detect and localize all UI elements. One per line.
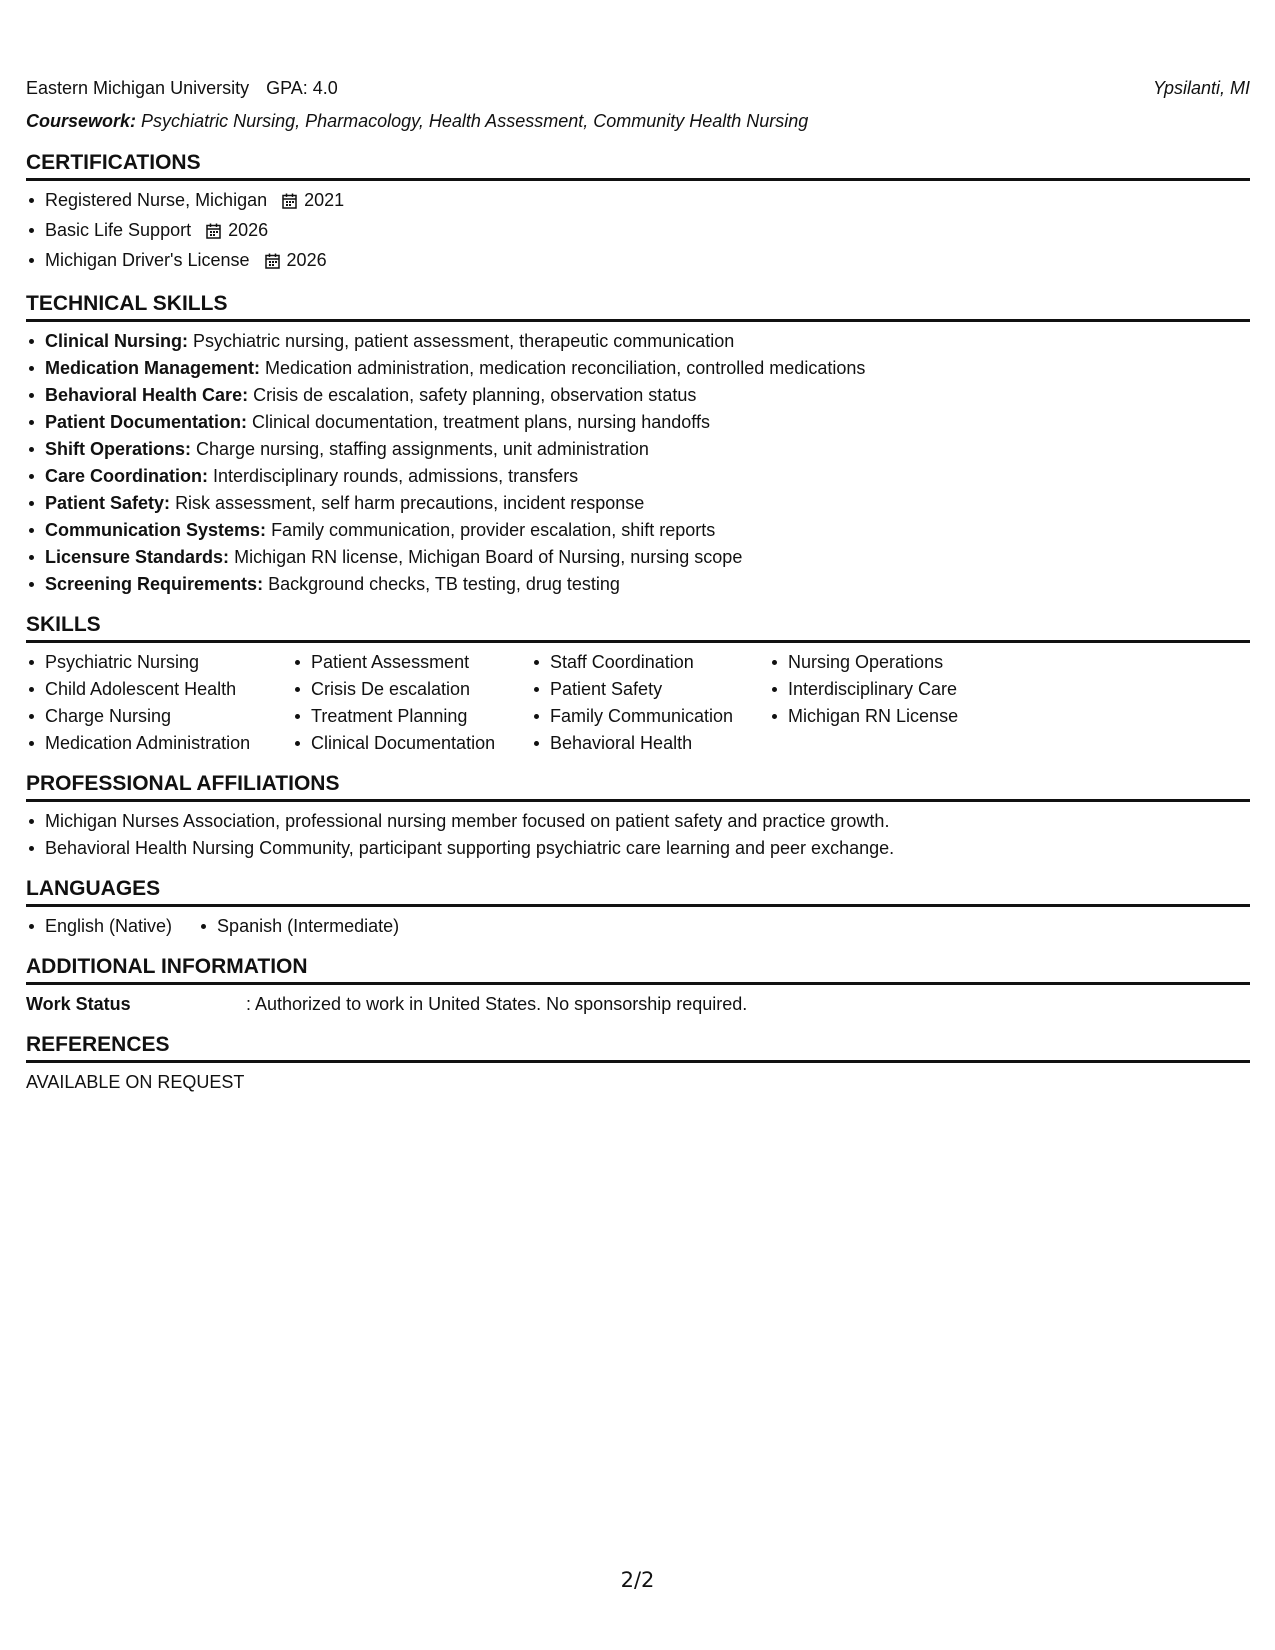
list-item xyxy=(26,328,1250,355)
list-item: Behavioral Health xyxy=(531,730,745,757)
certification-year: 2021 xyxy=(304,190,345,210)
list-item xyxy=(26,217,1250,247)
certification-name: Michigan Driver's License xyxy=(45,250,250,270)
work-status-value: : Authorized to work in United States. No sponsorship required. xyxy=(246,994,748,1014)
list-item xyxy=(26,490,1250,517)
references-text: AVAILABLE ON REQUEST xyxy=(26,1072,245,1092)
skill-text: Medication administration, medication reconciliation, controlled medications xyxy=(265,358,866,378)
affiliations-section xyxy=(26,769,1250,862)
list-item: Charge Nursing xyxy=(26,703,268,730)
certification-name: Registered Nurse, Michigan xyxy=(45,190,268,210)
additional-info-section xyxy=(26,952,1250,1018)
languages-section xyxy=(26,874,1250,940)
list-item xyxy=(26,436,1250,463)
skills-column xyxy=(769,649,958,757)
languages-list xyxy=(26,913,1250,940)
school-location: Ypsilanti, MI xyxy=(1152,78,1250,98)
coursework xyxy=(26,106,1250,136)
list-item xyxy=(26,247,1250,277)
calendar-icon xyxy=(282,190,297,217)
skills-column xyxy=(26,649,268,757)
page-number: 2/2 xyxy=(620,1568,655,1592)
skill-label: Licensure Standards: xyxy=(45,547,230,567)
list-item xyxy=(26,382,1250,409)
gpa: GPA: 4.0 xyxy=(266,78,338,98)
skill-text: Background checks, TB testing, drug testing xyxy=(268,574,620,594)
certification-year: 2026 xyxy=(286,250,327,270)
certifications-list xyxy=(26,187,1250,277)
list-item: Crisis De escalation xyxy=(292,676,507,703)
skill-label: Shift Operations: xyxy=(45,439,192,459)
certification-name: Basic Life Support xyxy=(45,220,192,240)
list-item xyxy=(26,571,1250,598)
skill-label: Care Coordination: xyxy=(45,466,209,486)
list-item: Psychiatric Nursing xyxy=(26,649,268,676)
skill-text: Risk assessment, self harm precautions, incident response xyxy=(175,493,645,513)
work-status-row xyxy=(26,991,1250,1018)
skill-text: Interdisciplinary rounds, admissions, transfers xyxy=(213,466,579,486)
school-name: Eastern Michigan University xyxy=(26,78,250,98)
section-title: ADDITIONAL INFORMATION xyxy=(26,952,1250,985)
list-item: Spanish (Intermediate) xyxy=(198,913,399,940)
calendar-icon xyxy=(206,220,221,247)
section-title: CERTIFICATIONS xyxy=(26,148,1250,181)
list-item: Staff Coordination xyxy=(531,649,745,676)
skill-text: Psychiatric nursing, patient assessment, therapeutic communication xyxy=(193,331,735,351)
technical-skills-section xyxy=(26,289,1250,598)
coursework-list: Psychiatric Nursing, Pharmacology, Health Assessment, Community Health Nursing xyxy=(141,111,809,131)
coursework-label: Coursework: xyxy=(26,111,137,131)
education-row xyxy=(26,78,1250,106)
section-title: REFERENCES xyxy=(26,1030,1250,1063)
skills-grid xyxy=(26,649,1250,757)
list-item xyxy=(26,187,1250,217)
list-item xyxy=(26,517,1250,544)
section-title: PROFESSIONAL AFFILIATIONS xyxy=(26,769,1250,802)
list-item: Behavioral Health Nursing Community, participant supporting psychiatric care learning and peer exchange. xyxy=(26,835,1250,862)
section-title: SKILLS xyxy=(26,610,1250,643)
skills-column xyxy=(292,649,507,757)
skill-label: Medication Management: xyxy=(45,358,261,378)
list-item: Child Adolescent Health xyxy=(26,676,268,703)
skill-label: Behavioral Health Care: xyxy=(45,385,249,405)
skills-section xyxy=(26,610,1250,757)
skill-text: Crisis de escalation, safety planning, observation status xyxy=(253,385,697,405)
list-item xyxy=(26,463,1250,490)
skill-text: Clinical documentation, treatment plans, nursing handoffs xyxy=(252,412,710,432)
list-item: Michigan RN License xyxy=(769,703,958,730)
list-item: Michigan Nurses Association, professional nursing member focused on patient safety and practice growth. xyxy=(26,808,1250,835)
list-item: Family Communication xyxy=(531,703,745,730)
skill-label: Patient Documentation: xyxy=(45,412,248,432)
list-item: Patient Safety xyxy=(531,676,745,703)
education-left xyxy=(26,78,350,99)
list-item: English (Native) xyxy=(26,913,172,940)
list-item: Treatment Planning xyxy=(292,703,507,730)
skill-text: Michigan RN license, Michigan Board of Nursing, nursing scope xyxy=(234,547,743,567)
skill-text: Family communication, provider escalation, shift reports xyxy=(271,520,716,540)
list-item: Medication Administration xyxy=(26,730,268,757)
calendar-icon xyxy=(265,250,280,277)
list-item xyxy=(26,409,1250,436)
skill-text: Charge nursing, staffing assignments, unit administration xyxy=(196,439,649,459)
list-item: Patient Assessment xyxy=(292,649,507,676)
section-title: LANGUAGES xyxy=(26,874,1250,907)
list-item xyxy=(26,544,1250,571)
list-item: Clinical Documentation xyxy=(292,730,507,757)
list-item: Interdisciplinary Care xyxy=(769,676,958,703)
references-section xyxy=(26,1030,1250,1096)
certifications-section xyxy=(26,148,1250,277)
skill-label: Communication Systems: xyxy=(45,520,267,540)
skill-label: Screening Requirements: xyxy=(45,574,264,594)
technical-skills-list xyxy=(26,328,1250,598)
skill-label: Patient Safety: xyxy=(45,493,171,513)
skill-label: Clinical Nursing: xyxy=(45,331,189,351)
list-item: Nursing Operations xyxy=(769,649,958,676)
work-status-label: Work Status xyxy=(26,994,131,1014)
affiliations-list xyxy=(26,808,1250,862)
skills-column xyxy=(531,649,745,757)
certification-year: 2026 xyxy=(228,220,269,240)
resume-page xyxy=(26,78,1250,1096)
list-item xyxy=(26,355,1250,382)
section-title: TECHNICAL SKILLS xyxy=(26,289,1250,322)
